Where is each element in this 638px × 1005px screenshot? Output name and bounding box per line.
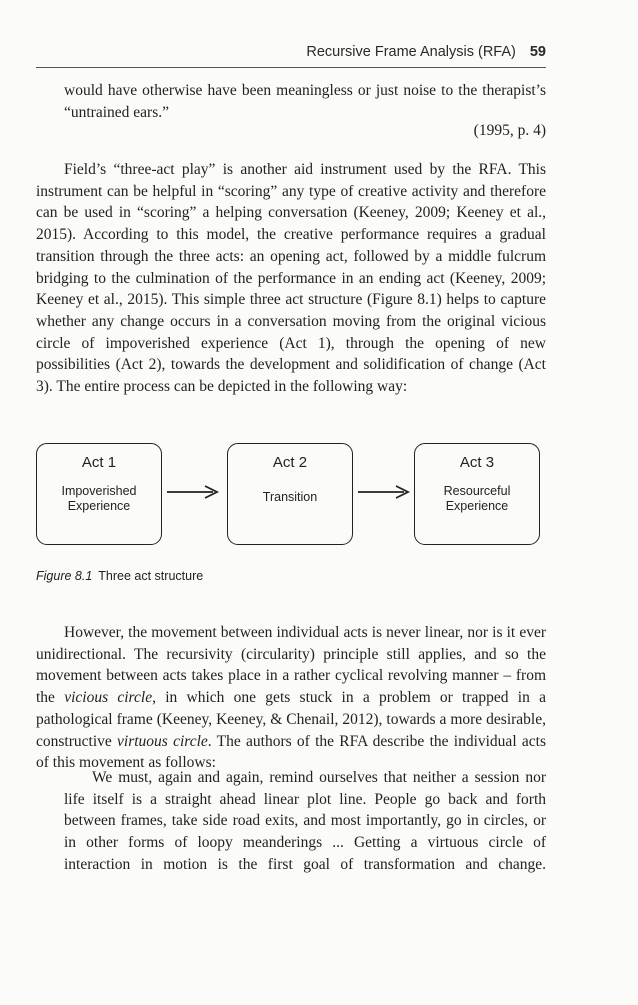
- act-1-line1: Impoverished: [61, 484, 137, 498]
- act-2-box: [227, 443, 353, 545]
- figure-caption-label: Figure 8.1: [36, 569, 93, 583]
- paragraph-2-part3: . The authors of the RFA describe the individual acts of this movement as follows:: [36, 732, 546, 772]
- running-title: Recursive Frame Analysis (RFA): [306, 44, 516, 60]
- arrow-act1-to-act2: [165, 484, 223, 500]
- running-header: [36, 44, 546, 60]
- paragraph-2-part1: However, the movement between individual acts is never linear, nor is it ever unidirectional. The recursivity (circularity) principle still applies, and so the movement between acts takes place in a rather cyclical revolving manner – from the: [36, 624, 546, 707]
- term-virtuous-circle: virtuous circle: [117, 732, 208, 750]
- page-number: 59: [529, 44, 546, 60]
- act-1-line2: Experience: [67, 499, 131, 513]
- term-vicious-circle: vicious circle: [64, 689, 153, 707]
- act-2-title: Act 2: [272, 454, 308, 471]
- block-quote-bottom: We must, again and again, remind ourselves that neither a session nor life itself is a straight ahead linear plot line. People go back and forth between frames, take side road exits, and most importantly, go in circles, or in other forms of loopy meanderings ... Getting a virtuous circle of interaction in motion is the first goal of transformation and change.: [64, 769, 546, 873]
- paragraph-three-act-play: Field’s “three-act play” is another aid instrument used by the RFA. This instrument can be helpful in “scoring” any type of creative activity and therefore can be used in “scoring” a helping conversation (Keeney, 2009; Keeney et al., 2015). According to this model, the creative performance requires a gradual transition through the three acts: an opening act, followed by a middle fulcrum bridging to the culmination of the performance in an ending act (Keeney, 2009; Keeney et al., 2015). This simple three act structure (Figure 8.1) helps to capture whether any change occurs in a conversation moving from the original vicious circle of impoverished experience (Act 1), through the opening of new possibilities (Act 2), towards the development and solidification of change (Act 3). The entire process can be depicted in the following way:: [36, 161, 546, 396]
- quote-citation: (1995, p. 4): [473, 122, 546, 139]
- act-3-title: Act 3: [459, 454, 495, 471]
- figure-caption-text: Three act structure: [98, 569, 204, 583]
- paragraph-2-part2: , in which one gets stuck in a problem or trapped in a pathological frame (Keeney, Keeney, & Chenail, 2012), towards a more desirable, constructive: [36, 689, 546, 750]
- act-1-title: Act 1: [81, 454, 117, 471]
- act-3-box: [414, 443, 540, 545]
- figure-caption: [36, 569, 203, 583]
- act-1-box: [36, 443, 162, 545]
- act-3-line1: Resourceful: [443, 484, 511, 498]
- block-quote-continuation: would have otherwise have been meaningless or just noise to the therapist’s “untrained ears.”: [64, 82, 546, 121]
- header-rule: [36, 67, 546, 68]
- paragraph-movement-between-acts: [36, 622, 546, 774]
- act-2-line1: Transition: [262, 490, 318, 504]
- arrow-act2-to-act3: [356, 484, 414, 500]
- act-3-line2: Experience: [445, 499, 509, 513]
